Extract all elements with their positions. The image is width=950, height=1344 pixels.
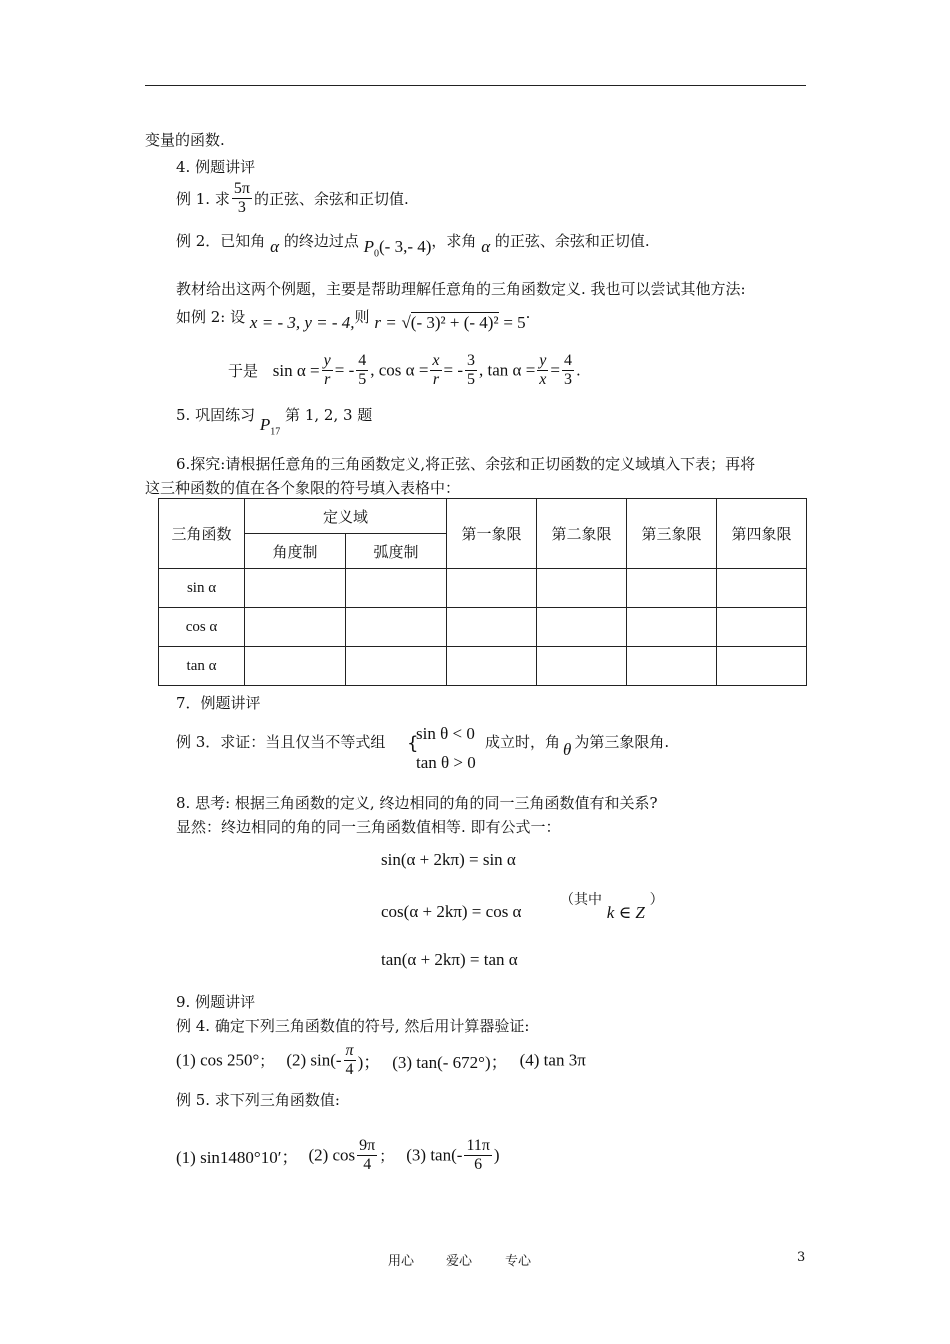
header-quadrant-1: 第一象限: [447, 499, 537, 569]
example-4: 例 4. 确定下列三角函数值的符号, 然后用计算器验证:: [176, 1017, 530, 1035]
table-cell: [245, 569, 346, 608]
header-function: 三角函数: [159, 499, 245, 569]
row-label-cos: cos α: [159, 608, 245, 647]
table-cell: [447, 608, 537, 647]
table-cell: [627, 608, 717, 647]
example-4-items: (1) cos 250°； (2) sin(- $\frac{\pi}{4}$ )； (3) tan(- 672°)； (4) tan 3π: [176, 1042, 586, 1078]
table-cell: [537, 647, 627, 686]
table-cell: [245, 647, 346, 686]
table-cell: [346, 608, 447, 647]
header-radian: 弧度制: [346, 534, 447, 569]
table-cell: [447, 569, 537, 608]
formula-note: （其中 k ∈ Z ）: [560, 892, 664, 922]
footer-text-1: 用心: [388, 1254, 415, 1269]
section-6-line-1: 6.探究:请根据任意角的三角函数定义,将正弦、余弦和正切函数的定义域填入下表；再将: [176, 455, 756, 473]
table-cell: [346, 569, 447, 608]
page-number: 3: [797, 1250, 806, 1265]
sign-table: [158, 498, 807, 686]
table-cell: [627, 569, 717, 608]
table-cell: [245, 608, 346, 647]
table-cell: [717, 608, 807, 647]
header-quadrant-4: 第四象限: [717, 499, 807, 569]
table-cell: [717, 569, 807, 608]
section-9-title: 9. 例题讲评: [176, 993, 256, 1011]
table-cell: [537, 608, 627, 647]
section-8-line-2: 显然：终边相同的角的同一三角函数值相等. 即有公式一：: [176, 818, 561, 836]
table-cell: [447, 647, 537, 686]
table-cell: [537, 569, 627, 608]
table-cell: [717, 647, 807, 686]
section-7-title: 7．例题讲评: [176, 694, 261, 712]
row-label-sin: sin α: [159, 569, 245, 608]
brace-icon: {: [407, 733, 419, 754]
formula-tan: tan(α + 2kπ) = tan α: [381, 950, 518, 969]
row-label-tan: tan α: [159, 647, 245, 686]
header-quadrant-2: 第二象限: [537, 499, 627, 569]
example-3-middle: 成立时，角 θ 为第三象限角.: [485, 733, 670, 759]
inequality-1: sin θ < 0: [416, 724, 475, 743]
header-degree: 角度制: [245, 534, 346, 569]
table-cell: [627, 647, 717, 686]
header-rule: [145, 85, 806, 86]
table-cell: [346, 647, 447, 686]
continuation-text: 变量的函数.: [145, 131, 225, 149]
footer-text-2: 爱心: [446, 1254, 473, 1269]
example-5: 例 5. 求下列三角函数值:: [176, 1091, 340, 1109]
example-2-method: 如例 2: 设 x = - 3, y = - 4,则 r = √(- 3)² + (- 4)² = 5·: [176, 308, 531, 332]
section-6-line-2: 这三种函数的值在各个象限的符号填入表格中：: [145, 479, 461, 497]
section-8-line-1: 8. 思考: 根据三角函数的定义, 终边相同的角的同一三角函数值有和关系?: [176, 794, 658, 812]
section-4-title: 4. 例题讲评: [176, 158, 256, 176]
example-3-prefix: 例 3．求证：当且仅当不等式组: [176, 733, 386, 751]
trig-values-line: 于是 sin α = $\frac{y}{r}$ = - $\frac{4}{5}$ , cos α = $\frac{x}{r}$ = - $\frac{3}{5}$ , tan α = $\frac{y}{x}$ = $\frac{4}{3}$ .: [228, 352, 581, 388]
formula-sin: sin(α + 2kπ) = sin α: [381, 850, 516, 869]
inequality-2: tan θ > 0: [416, 753, 476, 772]
section-5: 5. 巩固练习 $P_{17}$ 第 1, 2, 3 题: [176, 406, 373, 438]
example-2: 例 2．已知角 α 的终边过点 $P_0(-$ 3,- 4)，求角 α 的正弦、余弦和正切值.: [176, 232, 650, 260]
formula-cos: cos(α + 2kπ) = cos α: [381, 902, 522, 921]
footer-text-3: 专心: [505, 1254, 532, 1269]
example-1: 例 1. 求 $\frac{5\pi}{3}$ 的正弦、余弦和正切值.: [176, 180, 409, 216]
textbook-paragraph: 教材给出这两个例题，主要是帮助理解任意角的三角函数定义. 我也可以尝试其他方法:: [176, 280, 746, 298]
header-domain: 定义域: [245, 499, 447, 534]
header-quadrant-3: 第三象限: [627, 499, 717, 569]
example-5-items: (1) sin1480°10′； (2) cos $\frac{9\pi}{4}$ ； (3) tan(- $\frac{11\pi}{6}$ ): [176, 1137, 500, 1173]
